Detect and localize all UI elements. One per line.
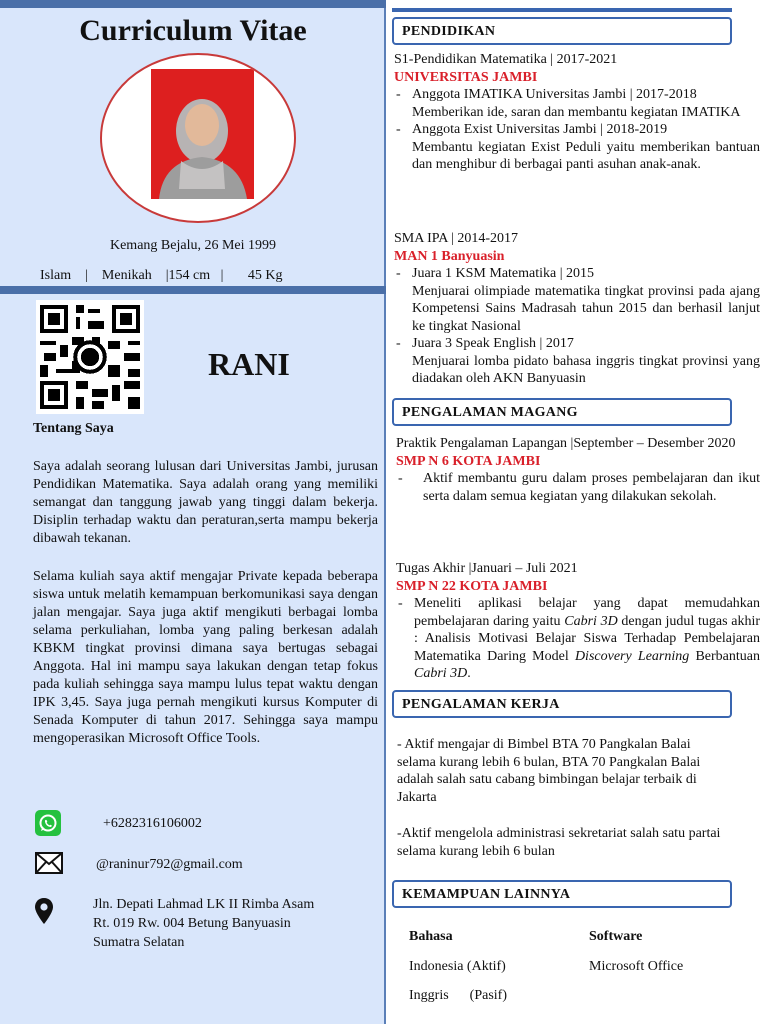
software-heading: Software — [589, 929, 643, 944]
uni-item-2: - Anggota Exist Universitas Jambi | 2018-2019 — [394, 121, 760, 139]
height: 154 cm — [168, 268, 211, 283]
ppl-line: Praktik Pengalaman Lapangan |September – Desember 2020 — [396, 436, 736, 451]
uni-item-1: - Anggota IMATIKA Universitas Jambi | 2017-2018 — [394, 86, 760, 104]
sma-line: SMA IPA | 2014-2017 — [394, 231, 519, 246]
ta-line: Tugas Akhir |Januari – Juli 2021 — [396, 561, 578, 576]
address-line-1: Jln. Depati Lahmad LK II Rimba Asam — [93, 897, 315, 912]
about-paragraph-1: Saya adalah seorang lulusan dari Universitas Jambi, jurusan Pendidikan Matematika. Saya adalah orang yang memiliki semangat dan tanggung jawab yang tinggi dalam bekerja. Disiplin terhadap waktu dan peraturan,serta mampu bekerja dibawah tekanan. — [33, 459, 378, 546]
cv-title: Curriculum Vitae — [79, 14, 307, 47]
internship-heading: PENGALAMAN MAGANG — [392, 398, 732, 426]
internship-section — [396, 435, 760, 505]
sma-item-1-desc: Menjuarai olimpiade matematika tingkat provinsi pada ajang Kompetensi Sains Madrasah tahun 2015 dan berhasil lanjut ke tingkat Nasional — [412, 283, 760, 334]
phone-number[interactable]: +6282316106002 — [103, 816, 202, 831]
work-item-2: -Aktif mengelola administrasi sekretariat salah satu partai selama kurang lebih 6 bulan — [397, 826, 721, 859]
email-address[interactable]: @raninur792@gmail.com — [96, 857, 243, 872]
ppl-school: SMP N 6 KOTA JAMBI — [396, 453, 541, 469]
uni-item-1-desc: Memberikan ide, saran dan membantu kegiatan IMATIKA — [412, 104, 741, 120]
work-item-1: - Aktif mengajar di Bimbel BTA 70 Pangkalan Balai selama kurang lebih 6 bulan, BTA 70 Pangkalan Balai adalah salah satu cabang bimbingan belajar terbaik di Jakarta — [397, 737, 701, 805]
education-heading: PENDIDIKAN — [392, 17, 732, 45]
ppl-item: - Aktif membantu guru dalam proses pembelajaran dan ikut serta dalam semua kegiatan yang dilakukan sekolah. — [396, 470, 760, 505]
uni-name: UNIVERSITAS JAMBI — [394, 69, 538, 85]
languages-heading: Bahasa — [409, 929, 453, 944]
sma-item-1: - Juara 1 KSM Matematika | 2015 — [394, 265, 760, 283]
address — [93, 895, 314, 952]
final-project-section — [396, 560, 760, 683]
email-icon[interactable] — [35, 852, 63, 879]
location-icon — [35, 898, 53, 931]
software-1: Microsoft Office — [589, 959, 684, 974]
sma-item-2-desc: Menjuarai lomba pidato bahasa inggris tingkat provinsi yang diadakan oleh AKN Banyuasin — [412, 353, 760, 386]
skills-heading: KEMAMPUAN LAINNYA — [392, 880, 732, 908]
about-paragraph-2: Selama kuliah saya aktif mengajar Private kepada beberapa siswa untuk melatih kemampuan berkomunikasi saya dengan jalan mengajar. Saya juga aktif mengikuti berbagai lomba selama perkuliahan, lomba yang paling berkesan adalah KBKM tingkat provinsi dimana saya bertugas sebagai Anggota. Hal ini mampu saya lakukan dengan tetap fokus pada kuliah sehingga saya mampu lulus tepat waktu dengan IPK 3,45. Saya juga pernah mengikuti kursus Komputer di Senada Komputer di tahun 2017. Sehingga saya mampu mengoperasikan Microsoft Office Tools. — [33, 569, 378, 746]
qr-code[interactable] — [36, 300, 144, 414]
language-1: Indonesia (Aktif) — [409, 959, 506, 974]
marital-status: Menikah — [101, 268, 152, 283]
sma-section — [394, 230, 760, 388]
about-heading: Tentang Saya — [33, 421, 114, 436]
ta-item: - Meneliti aplikasi belajar yang dapat memudahkan pembelajaran daring yaitu Cabri 3D dengan judul tugas akhir : Analisis Motivasi Belajar Siswa Terhadap Pembelajaran Matematika Daring Model Discovery Learning Berbantuan Cabri 3D. — [396, 595, 760, 683]
sma-item-2: - Juara 3 Speak English | 2017 — [394, 335, 760, 353]
sma-name: MAN 1 Banyuasin — [394, 248, 505, 264]
uni-item-2-desc: Membantu kegiatan Exist Peduli yaitu memberikan bantuan dan menghibur di berbagai panti asuhan anak-anak. — [412, 139, 760, 172]
person-name: RANI — [208, 346, 290, 382]
religion: Islam — [40, 268, 72, 283]
top-bar — [0, 0, 386, 8]
work-heading: PENGALAMAN KERJA — [392, 690, 732, 718]
language-2: Inggris (Pasif) — [409, 988, 507, 1003]
uni-line: S1-Pendidikan Matematika | 2017-2021 — [394, 52, 618, 67]
education-section — [394, 51, 760, 174]
birth-info: Kemang Bejalu, 26 Mei 1999 — [109, 238, 277, 253]
right-top-line — [392, 8, 732, 12]
profile-photo — [151, 69, 254, 199]
photo-frame — [100, 53, 296, 223]
address-line-2: Rt. 019 Rw. 004 Betung Banyuasin — [93, 916, 291, 931]
personal-facts: Islam | Menikah |154 cm | 45 Kg — [40, 268, 283, 283]
weight: 45 Kg — [247, 268, 283, 283]
divider-bar — [0, 286, 386, 294]
address-line-3: Sumatra Selatan — [93, 935, 185, 950]
ta-school: SMP N 22 KOTA JAMBI — [396, 578, 548, 594]
whatsapp-icon[interactable] — [35, 810, 61, 841]
